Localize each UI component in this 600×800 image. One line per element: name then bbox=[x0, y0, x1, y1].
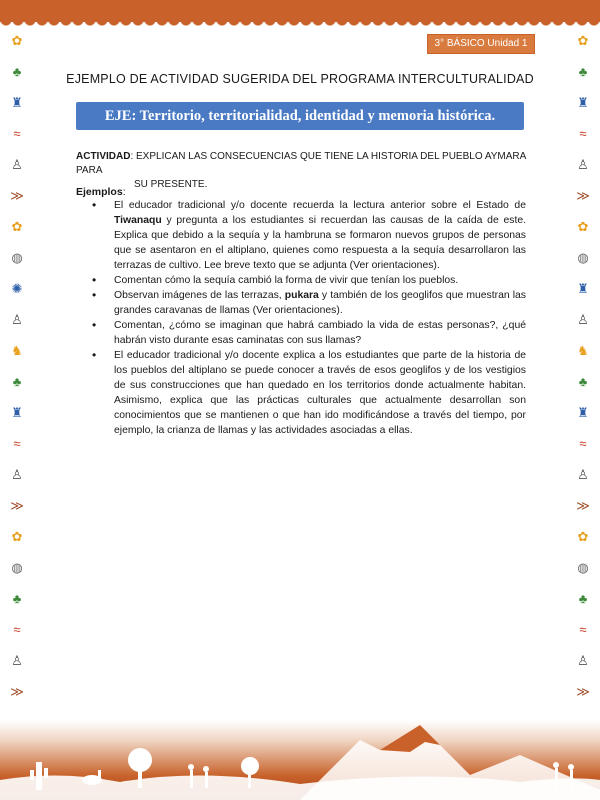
flower-icon: ✿ bbox=[11, 33, 23, 48]
bullet-bold-term: Tiwanaqu bbox=[114, 215, 162, 226]
pot-icon: ◍ bbox=[577, 560, 589, 575]
examples-label bbox=[76, 186, 126, 198]
sun-icon: ✺ bbox=[11, 281, 23, 296]
examples-label-text: Ejemplos bbox=[76, 186, 123, 198]
cactus-figure-icon: ♣ bbox=[578, 591, 588, 606]
mask-icon: ♜ bbox=[577, 405, 589, 420]
fox-icon: ≈ bbox=[579, 436, 587, 451]
pot-icon: ◍ bbox=[11, 250, 23, 265]
bullet-text: y también de los geoglifos que muestran las grandes caravanas de llamas (Ver orientaciones). bbox=[114, 290, 527, 316]
cactus-figure-icon: ♣ bbox=[12, 591, 22, 606]
llama-icon: ♞ bbox=[577, 343, 589, 358]
activity-label: ACTIVIDAD bbox=[76, 151, 131, 162]
llama-icon: ♞ bbox=[11, 343, 23, 358]
fox-icon: ≈ bbox=[13, 622, 21, 637]
cactus-figure-icon: ♣ bbox=[12, 64, 22, 79]
warrior-icon: ♙ bbox=[11, 653, 23, 668]
list-item: • Comentan, ¿cómo se imaginan que habrá cambiado la vida de estas personas?, ¿qué habrán visto durante esas caminatas con sus llamas? bbox=[92, 318, 526, 348]
fox-icon: ≈ bbox=[579, 622, 587, 637]
bird-icon: ≫ bbox=[576, 684, 590, 699]
fox-icon: ≈ bbox=[13, 126, 21, 141]
warrior-icon: ♙ bbox=[577, 157, 589, 172]
bird-icon: ≫ bbox=[576, 498, 590, 513]
activity-line-1 bbox=[76, 150, 526, 178]
flower-icon: ✿ bbox=[577, 529, 589, 544]
bullet-text: El educador tradicional y/o docente recuerda la lectura anterior sobre el Estado de bbox=[114, 200, 526, 211]
top-decorative-bar bbox=[0, 0, 600, 22]
list-item bbox=[92, 288, 526, 318]
mask-icon: ♜ bbox=[577, 281, 589, 296]
landscape-illustration bbox=[0, 720, 600, 800]
list-item: • Comentan cómo la sequía cambió la forma de vivir que tenían los pueblos. bbox=[92, 273, 526, 288]
bird-icon: ≫ bbox=[576, 188, 590, 203]
flower-icon: ✿ bbox=[577, 33, 589, 48]
left-icon-column bbox=[0, 30, 34, 712]
pot-icon: ◍ bbox=[11, 560, 23, 575]
warrior-icon: ♙ bbox=[11, 467, 23, 482]
warrior-icon: ♙ bbox=[577, 312, 589, 327]
bullet-text: Observan imágenes de las terrazas, bbox=[114, 290, 285, 301]
mask-icon: ♜ bbox=[577, 95, 589, 110]
cactus-figure-icon: ♣ bbox=[578, 64, 588, 79]
bird-icon: ≫ bbox=[10, 684, 24, 699]
bullet-bold-term: pukara bbox=[284, 290, 319, 301]
unit-badge: 3° BÁSICO Unidad 1 bbox=[427, 34, 535, 54]
page-heading: EJEMPLO DE ACTIVIDAD SUGERIDA DEL PROGRAMA INTERCULTURALIDAD bbox=[66, 72, 534, 86]
cactus-figure-icon: ♣ bbox=[12, 374, 22, 389]
footer-landscape bbox=[0, 720, 600, 800]
warrior-icon: ♙ bbox=[577, 467, 589, 482]
bird-icon: ≫ bbox=[10, 188, 24, 203]
bird-icon: ≫ bbox=[10, 498, 24, 513]
fox-icon: ≈ bbox=[579, 126, 587, 141]
activity-text-1: EXPLICAN LAS CONSECUENCIAS QUE TIENE LA HISTORIA DEL PUEBLO AYMARA PARA bbox=[76, 151, 526, 176]
examples-colon: : bbox=[122, 186, 126, 198]
flower-icon: ✿ bbox=[11, 219, 23, 234]
list-item bbox=[92, 198, 526, 273]
warrior-icon: ♙ bbox=[11, 157, 23, 172]
fox-icon: ≈ bbox=[13, 436, 21, 451]
warrior-icon: ♙ bbox=[577, 653, 589, 668]
activity-colon: : bbox=[130, 151, 134, 162]
axis-title: EJE: Territorio, territorialidad, identidad y memoria histórica. bbox=[76, 102, 524, 130]
warrior-icon: ♙ bbox=[11, 312, 23, 327]
flower-icon: ✿ bbox=[577, 219, 589, 234]
flower-icon: ✿ bbox=[11, 529, 23, 544]
activity-block bbox=[76, 150, 526, 192]
pot-icon: ◍ bbox=[577, 250, 589, 265]
bullet-text: y pregunta a los estudiantes si recuerdan las causas de la caída de este. Explica que debido a la sequía y la hambruna se formaron nuevos grupos de personas que se asentaron en el altiplano, quienes como respuesta a la sequía desarrollaron las terrazas de cultivo. Lee breve texto que se adjunta (Ver orientaciones). bbox=[114, 215, 526, 271]
list-item: • El educador tradicional y/o docente explica a los estudiantes que parte de la historia de los pueblos del altiplano se puede conocer a través de esos geoglifos y de los vestigios de sus construcciones que han quedado en los territorios donde actualmente habitan. Asimismo, explica que las prácticas culturales que actualmente desarrollan son conocimientos que se mantienen o que han ido modificándose a través del tiempo, por ejemplo, la crianza de llamas y las actividades asociadas a ellas. bbox=[92, 348, 526, 438]
mask-icon: ♜ bbox=[11, 95, 23, 110]
activity-text-2: SU PRESENTE. bbox=[134, 179, 208, 190]
right-icon-column bbox=[566, 30, 600, 712]
mask-icon: ♜ bbox=[11, 405, 23, 420]
examples-list bbox=[92, 198, 526, 438]
cactus-figure-icon: ♣ bbox=[578, 374, 588, 389]
